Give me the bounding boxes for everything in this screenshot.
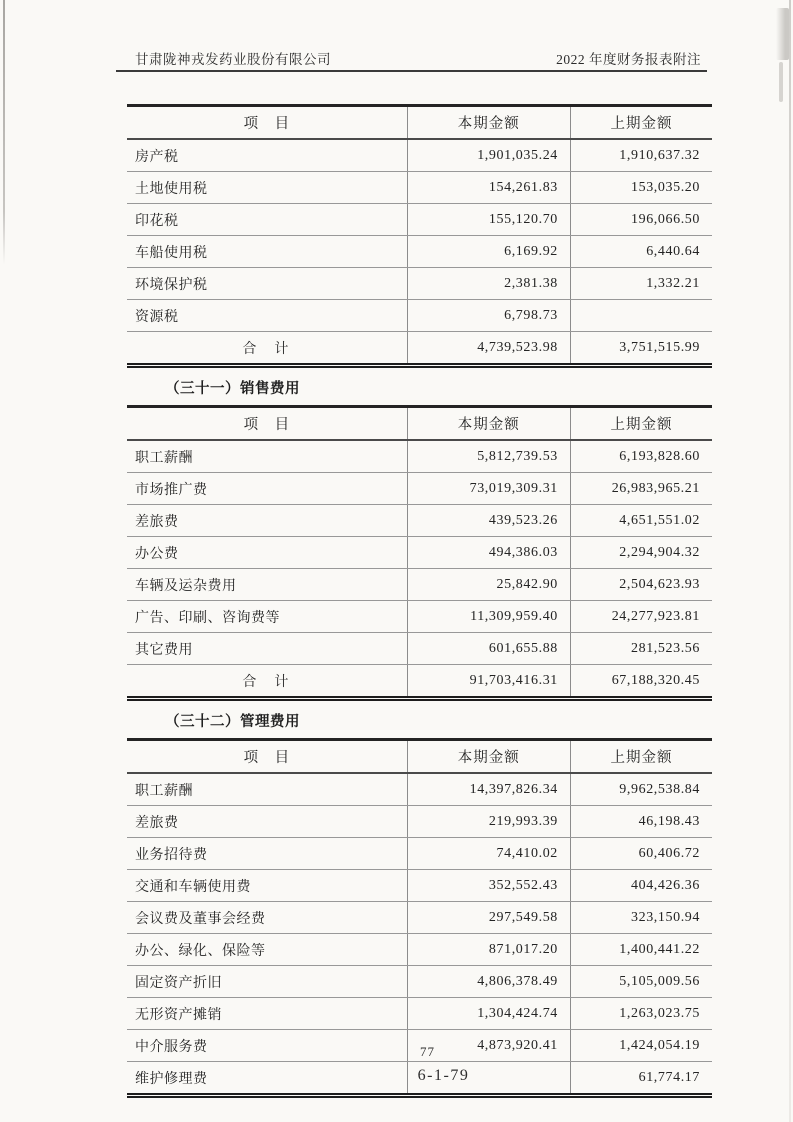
prior-amount: 196,066.50 (570, 204, 712, 236)
table-row (127, 569, 712, 601)
current-amount: 4,806,378.49 (407, 966, 570, 998)
row-label: 办公、绿化、保险等 (127, 934, 407, 966)
column-header: 本期金额 (407, 740, 570, 774)
total-row (127, 332, 712, 366)
prior-amount: 1,400,441.22 (570, 934, 712, 966)
table-row (127, 139, 712, 172)
table-row (127, 838, 712, 870)
row-label: 资源税 (127, 300, 407, 332)
table-row (127, 440, 712, 473)
row-label: 印花税 (127, 204, 407, 236)
row-label: 会议费及董事会经费 (127, 902, 407, 934)
current-amount: 1,304,424.74 (407, 998, 570, 1030)
scan-edge-artifact-right (789, 0, 791, 1122)
row-label: 业务招待费 (127, 838, 407, 870)
current-amount: 219,993.39 (407, 806, 570, 838)
current-amount: 154,261.83 (407, 172, 570, 204)
current-amount: 11,309,959.40 (407, 601, 570, 633)
prior-amount: 4,651,551.02 (570, 505, 712, 537)
column-header: 项 目 (127, 407, 407, 441)
row-label: 固定资产折旧 (127, 966, 407, 998)
prior-amount: 26,983,965.21 (570, 473, 712, 505)
current-amount: 601,655.88 (407, 633, 570, 665)
prior-amount: 6,440.64 (570, 236, 712, 268)
column-header: 项 目 (127, 106, 407, 140)
row-label: 其它费用 (127, 633, 407, 665)
scan-smudge-top-right (776, 8, 789, 60)
total-label: 合 计 (242, 674, 291, 690)
table-row (127, 870, 712, 902)
column-header: 本期金额 (407, 106, 570, 140)
row-label: 维护修理费 (135, 1071, 208, 1087)
row-label: 办公费 (127, 537, 407, 569)
prior-amount: 61,774.17 (570, 1062, 712, 1096)
current-amount: 14,397,826.34 (407, 773, 570, 806)
table-row (127, 300, 712, 332)
current-amount: 25,842.90 (407, 569, 570, 601)
table-row (127, 537, 712, 569)
row-label: 职工薪酬 (127, 773, 407, 806)
table-row (127, 601, 712, 633)
total-current-amount: 4,739,523.98 (407, 332, 570, 366)
row-label: 差旅费 (127, 806, 407, 838)
column-header: 上期金额 (570, 740, 712, 774)
prior-amount: 404,426.36 (570, 870, 712, 902)
current-amount: 439,523.26 (407, 505, 570, 537)
table-row (127, 505, 712, 537)
table-row (127, 204, 712, 236)
report-title: 2022 年度财务报表附注 (556, 52, 701, 67)
current-amount: 5,812,739.53 (407, 440, 570, 473)
prior-amount: 6,193,828.60 (570, 440, 712, 473)
table-row (127, 633, 712, 665)
table-row (127, 268, 712, 300)
prior-amount: 9,962,538.84 (570, 773, 712, 806)
table-row (127, 806, 712, 838)
current-amount: 494,386.03 (407, 537, 570, 569)
row-label: 市场推广费 (127, 473, 407, 505)
table-row (127, 236, 712, 268)
prior-amount: 24,277,923.81 (570, 601, 712, 633)
prior-amount: 5,105,009.56 (570, 966, 712, 998)
section-heading: （三十一）销售费用 (165, 381, 300, 397)
taxes-table (127, 104, 712, 368)
company-name: 甘肃陇神戎发药业股份有限公司 (135, 52, 331, 67)
prior-amount: 153,035.20 (570, 172, 712, 204)
total-label: 合 计 (242, 341, 291, 357)
page-number: 77 (420, 1044, 435, 1059)
total-current-amount: 91,703,416.31 (407, 665, 570, 699)
table-row (127, 966, 712, 998)
scan-smudge-mid-right (779, 62, 783, 102)
column-header: 本期金额 (407, 407, 570, 441)
prior-amount (570, 300, 712, 332)
header-row (127, 740, 712, 774)
row-label: 车辆及运杂费用 (127, 569, 407, 601)
table-row (127, 902, 712, 934)
page-header (135, 48, 701, 68)
current-amount: 297,549.58 (407, 902, 570, 934)
header-rule (116, 70, 707, 72)
row-label: 交通和车辆使用费 (127, 870, 407, 902)
total-row (127, 665, 712, 699)
row-label: 车船使用税 (127, 236, 407, 268)
table-row (127, 172, 712, 204)
row-label: 职工薪酬 (127, 440, 407, 473)
prior-amount: 1,263,023.75 (570, 998, 712, 1030)
prior-amount: 1,910,637.32 (570, 139, 712, 172)
row-label: 土地使用税 (127, 172, 407, 204)
tables-container (127, 104, 712, 1098)
table-row (127, 998, 712, 1030)
current-amount: 6,169.92 (407, 236, 570, 268)
section-heading: （三十二）管理费用 (165, 714, 300, 730)
page-footer (0, 1044, 793, 1085)
total-prior-amount: 3,751,515.99 (570, 332, 712, 366)
prior-amount: 281,523.56 (570, 633, 712, 665)
header-row (127, 106, 712, 140)
prior-amount: 2,504,623.93 (570, 569, 712, 601)
row-label: 环境保护税 (127, 268, 407, 300)
current-amount: 2,381.38 (407, 268, 570, 300)
prior-amount: 1,424,054.19 (570, 1030, 712, 1062)
prior-amount: 2,294,904.32 (570, 537, 712, 569)
current-amount: 4,873,920.41 (407, 1030, 570, 1062)
row-label: 无形资产摊销 (127, 998, 407, 1030)
prior-amount: 1,332.21 (570, 268, 712, 300)
prior-amount: 323,150.94 (570, 902, 712, 934)
page-code: 6-1-79 (417, 1067, 470, 1084)
current-amount: 1,901,035.24 (407, 139, 570, 172)
prior-amount: 60,406.72 (570, 838, 712, 870)
selling-expenses-table (127, 405, 712, 701)
row-label: 中介服务费 (127, 1030, 407, 1062)
total-prior-amount: 67,188,320.45 (570, 665, 712, 699)
current-amount: 155,120.70 (407, 204, 570, 236)
column-header: 上期金额 (570, 407, 712, 441)
current-amount: 871,017.20 (407, 934, 570, 966)
column-header: 项 目 (127, 740, 407, 774)
current-amount: 6,798.73 (407, 300, 570, 332)
row-label: 房产税 (127, 139, 407, 172)
column-header: 上期金额 (570, 106, 712, 140)
table-row (127, 473, 712, 505)
header-row (127, 407, 712, 441)
row-label: 差旅费 (127, 505, 407, 537)
scan-edge-artifact-left (3, 0, 5, 265)
table-row (127, 934, 712, 966)
current-amount: 352,552.43 (407, 870, 570, 902)
row-label: 广告、印刷、咨询费等 (127, 601, 407, 633)
current-amount: 73,019,309.31 (407, 473, 570, 505)
current-amount: 74,410.02 (407, 838, 570, 870)
table-row (127, 773, 712, 806)
prior-amount: 46,198.43 (570, 806, 712, 838)
